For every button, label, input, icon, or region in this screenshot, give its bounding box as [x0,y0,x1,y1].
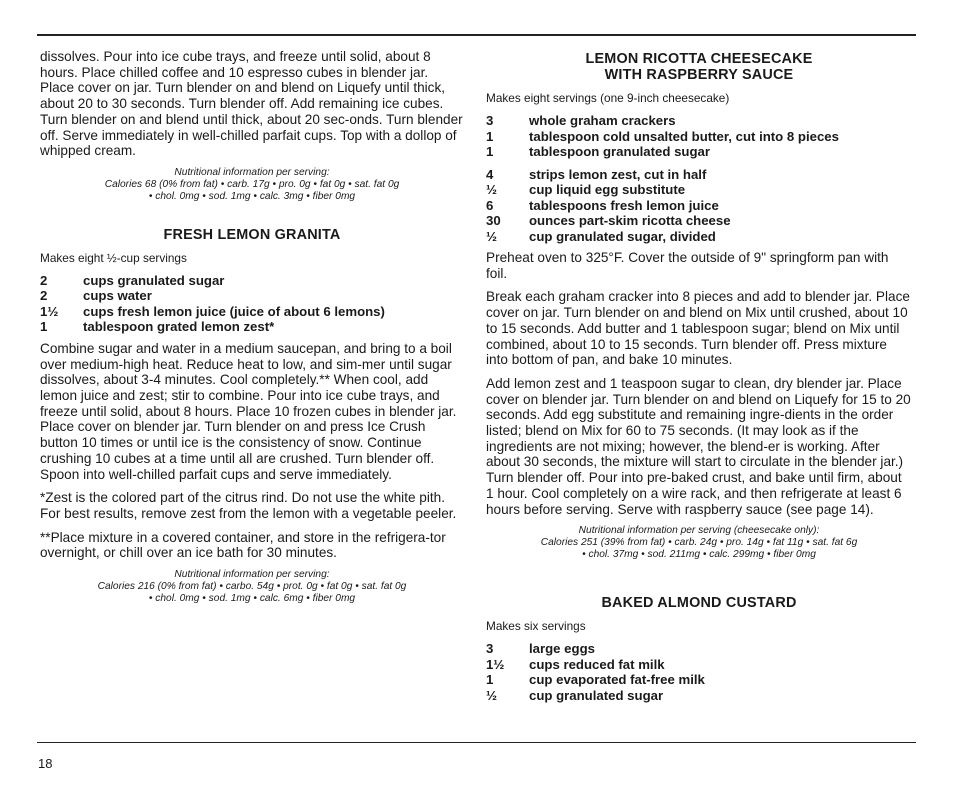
ingredient-qty: 1 [486,144,494,159]
cheesecake-step: Break each graham cracker into 8 pieces and add to blender jar. Place cover on jar. Turn blender on and blend on Mix until crushed, about 10 to 15 seconds. Add butter and 1 tablespoon sugar; blend on Mix until combined, about 10 to 15 seconds. Turn blender off. Press mixture into bottom of pan, and bake 10 minutes. [486,289,910,368]
intro-paragraph: dissolves. Pour into ice cube trays, and freeze until solid, about 8 hours. Place chilled coffee and 10 espresso cubes in blender jar. Place cover on jar. Turn blender on and blend on Liquefy until thick, about 20 to 30 seconds. Turn blender off. Add remaining ice cubes. Turn blender on and blend until thick, about 20 sec-onds. Turn blender off. Serve immediately in well-chilled parfait cups. Top with a dollop of whipped cream. [40,49,463,159]
ingredient-row [486,688,912,704]
ingredient-row [486,213,912,229]
nutrition-header: Nutritional information per serving: [174,569,330,581]
ingredient-qty: ½ [486,228,497,244]
ingredient-item: whole graham crackers [529,113,676,128]
ingredient-qty: 2 [40,288,48,304]
ingredient-item: cups granulated sugar [83,272,225,288]
page-number: 18 [38,756,53,771]
nutrition-line: • chol. 0mg • sod. 1mg • calc. 6mg • fiber 0mg [148,593,356,605]
nutrition-line: Calories 251 (39% from fat) • carb. 24g • pro. 14g • fat 11g • sat. fat 6g [540,537,858,549]
ingredient-qty: 1½ [40,303,59,319]
ingredient-row [486,198,912,214]
ingredient-item: tablespoon grated lemon zest* [83,319,275,335]
cheesecake-step: Add lemon zest and 1 teaspoon sugar to clean, dry blender jar. Place cover on blender jar. Turn blender on and blend on Liquefy for 15 to 20 seconds. Add egg substitute and remaining ingre-dients in the order listed; blend on Mix for 60 to 75 seconds. (It may look as if the ingredients are not mixing; however, the blend-er is working. After about 30 seconds, the mixture will start to circulate in the blender jar.) Turn blender off. Pour into pre-baked crust, and bake until firm, about 1 hour. Cool completely on a wire rack, and then refrigerate at least 6 hours before serving. Serve with raspberry sauce (see page 14). [486,375,911,517]
ingredient-qty: 1 [486,128,494,144]
nutrition-line: Calories 216 (0% from fat) • carbo. 54g • prot. 0g • fat 0g • sat. fat 0g [97,581,407,593]
ingredient-qty: ½ [486,687,497,703]
cheesecake-title [486,51,912,83]
granita-footnote-zest: *Zest is the colored part of the citrus rind. Do not use the white pith. For best results, remove zest from the lemon with a vegetable peeler. [40,490,457,521]
ingredient-qty: 30 [486,213,501,228]
cheesecake-yield: Makes eight servings (one 9-inch cheesecake) [486,91,730,105]
granita-nutrition [40,569,464,605]
ingredient-item: cups reduced fat milk [529,656,665,672]
right-column [486,44,912,703]
ingredient-row [40,273,464,289]
cheesecake-step: Preheat oven to 325°F. Cover the outside of 9" springform pan with foil. [486,250,889,281]
ingredient-item: cup granulated sugar, divided [529,228,716,244]
ingredient-row [486,167,912,183]
ingredient-row [40,319,464,335]
ingredient-item: cup liquid egg substitute [529,182,686,197]
ingredient-row [40,288,464,304]
left-column [40,44,464,605]
ingredient-item: cups fresh lemon juice (juice of about 6 lemons) [83,303,385,319]
ingredient-qty: 1 [486,672,494,688]
ingredient-item: cup granulated sugar [529,687,664,703]
intro-nutrition [40,167,464,203]
ingredient-item: cup evaporated fat-free milk [529,672,705,688]
ingredient-qty: 1 [40,319,48,335]
ingredient-row [486,657,912,673]
ingredient-qty: 6 [486,197,494,213]
ingredient-item: cups water [83,288,152,304]
nutrition-line: • chol. 37mg • sod. 211mg • calc. 299mg • fiber 0mg [582,549,816,561]
ingredient-item: tablespoons fresh lemon juice [529,197,719,213]
nutrition-header: Nutritional information per serving (cheesecake only): [578,525,820,537]
ingredient-row [486,129,912,145]
ingredient-item: strips lemon zest, cut in half [529,166,707,182]
ingredient-qty: 4 [486,166,494,182]
granita-step: Combine sugar and water in a medium saucepan, and bring to a boil over medium-high heat. Reduce heat to low, and sim-mer until sugar dissolves, about 3-4 minutes. Cool completely.** When cool, add lemon juice and zest; stir to combine. Pour into ice cube trays, and freeze until solid, about 8 hours. Place 10 frozen cubes in blender jar. Place cover on blender jar. Turn blender on and press Ice Crush button 10 times or until ice is the consistency of snow. Continue crushing 10 cubes at a time until all are crushed. Turn blender off. Spoon into well-chilled parfait cups and serve immediately. [40,340,457,482]
ingredient-qty: 1½ [486,656,505,672]
granita-footnote-chill: **Place mixture in a covered container, and store in the refrigera-tor overnight, or chill over an ice bath for 30 minutes. [40,529,446,561]
nutrition-header: Nutritional information per serving: [174,166,330,178]
custard-yield: Makes six servings [486,619,586,634]
ingredient-row [486,113,912,129]
ingredient-row [486,672,912,688]
cheesecake-title-line: WITH RASPBERRY SAUCE [604,67,794,83]
ingredient-qty: ½ [486,182,497,197]
ingredient-row [486,641,912,657]
ingredient-row [486,144,912,160]
ingredient-row [486,229,912,245]
bottom-rule [37,742,916,743]
ingredient-qty: 2 [40,272,48,288]
ingredient-item: tablespoon granulated sugar [529,144,710,159]
ingredient-item: ounces part-skim ricotta cheese [529,213,731,228]
ingredient-qty: 3 [486,113,494,128]
ingredient-row [486,182,912,198]
nutrition-line: • chol. 0mg • sod. 1mg • calc. 3mg • fiber 0mg [148,190,356,202]
granita-yield: Makes eight ½-cup servings [40,250,187,265]
top-rule [37,34,916,36]
ingredient-row [40,304,464,320]
ingredient-item: large eggs [529,641,595,657]
ingredient-item: tablespoon cold unsalted butter, cut into 8 pieces [529,128,839,144]
ingredient-spacer [486,160,912,167]
cheesecake-title-line: LEMON RICOTTA CHEESECAKE [585,51,813,67]
granita-title: FRESH LEMON GRANITA [163,226,341,243]
cheesecake-nutrition [486,525,912,561]
custard-title: BAKED ALMOND CUSTARD [601,595,797,612]
nutrition-line: Calories 68 (0% from fat) • carb. 17g • pro. 0g • fat 0g • sat. fat 0g [104,178,400,190]
ingredient-qty: 3 [486,641,494,657]
